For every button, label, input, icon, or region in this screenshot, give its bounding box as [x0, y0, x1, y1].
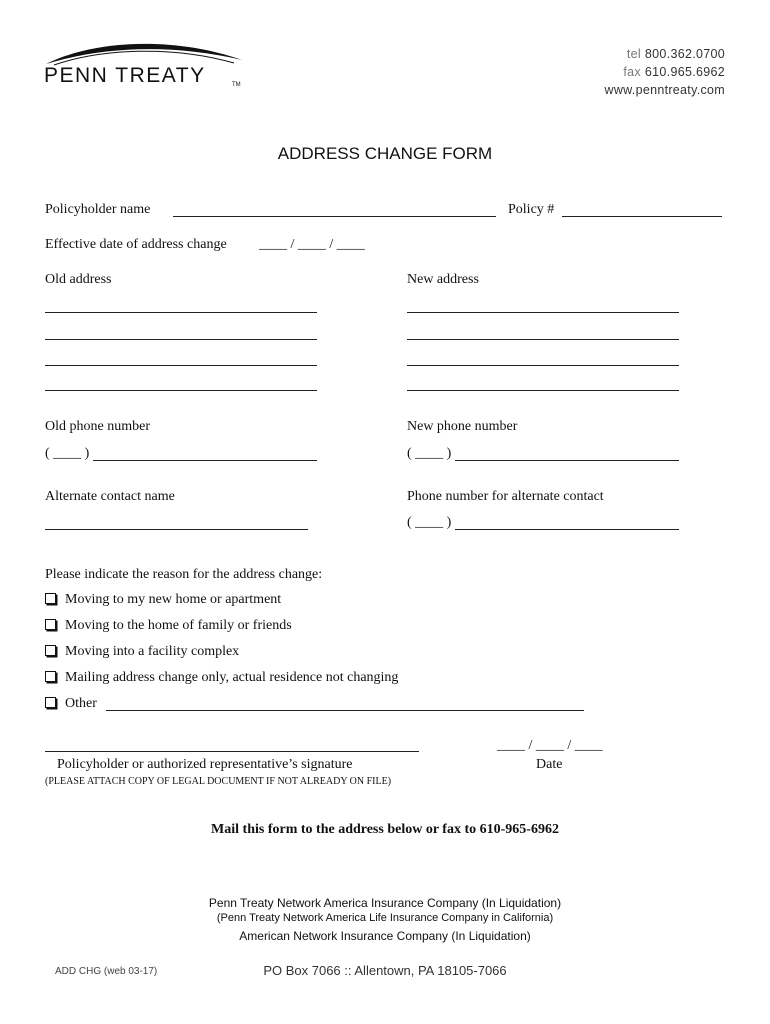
effective-date-field[interactable]: ____ / ____ / ____ — [259, 237, 365, 252]
reason-option-mailing-only[interactable]: Mailing address change only, actual residence not changing — [45, 670, 398, 686]
alternate-phone-area-code[interactable]: ( ____ ) — [407, 515, 452, 530]
new-address-line-1[interactable] — [407, 312, 679, 313]
old-address-line-1[interactable] — [45, 312, 317, 313]
new-phone-field[interactable] — [455, 460, 679, 461]
alternate-phone-field[interactable] — [455, 529, 679, 530]
footer-company-2: (Penn Treaty Network America Life Insurance Company in California) — [216, 912, 554, 924]
new-address-line-2[interactable] — [407, 339, 679, 340]
footer-company-3: American Network Insurance Company (In Liquidation) — [239, 929, 531, 943]
form-title: ADDRESS CHANGE FORM — [277, 144, 493, 163]
signature-label: Policyholder or authorized representative’s signature — [57, 757, 353, 772]
reason-option-facility[interactable]: Moving into a facility complex — [45, 644, 239, 660]
checkbox-icon[interactable] — [45, 671, 56, 682]
alternate-contact-field[interactable] — [45, 529, 308, 530]
contact-tel: tel 800.362.0700 — [626, 47, 725, 61]
other-reason-field[interactable] — [106, 710, 584, 711]
policy-number-label: Policy # — [508, 202, 555, 217]
new-address-line-3[interactable] — [407, 365, 679, 366]
contact-website[interactable]: www.penntreaty.com — [604, 83, 725, 97]
old-phone-area-code[interactable]: ( ____ ) — [45, 446, 90, 461]
checkbox-icon[interactable] — [45, 619, 56, 630]
signature-date-field[interactable]: ____ / ____ / ____ — [497, 738, 603, 753]
signature-note: (PLEASE ATTACH COPY OF LEGAL DOCUMENT IF NOT ALREADY ON FILE) — [45, 776, 392, 787]
new-address-line-4[interactable] — [407, 390, 679, 391]
old-phone-label: Old phone number — [45, 419, 150, 434]
policyholder-name-field[interactable] — [173, 216, 496, 217]
new-address-label: New address — [407, 272, 479, 287]
contact-fax: fax 610.965.6962 — [623, 65, 725, 79]
reason-option-other[interactable]: Other — [45, 696, 97, 712]
mail-instruction: Mail this form to the address below or fax to 610-965-6962 — [211, 822, 559, 837]
checkbox-icon[interactable] — [45, 645, 56, 656]
old-address-label: Old address — [45, 272, 112, 287]
reason-option-new-home[interactable]: Moving to my new home or apartment — [45, 592, 281, 608]
old-address-line-4[interactable] — [45, 390, 317, 391]
effective-date-label: Effective date of address change — [45, 237, 227, 252]
alternate-contact-label: Alternate contact name — [45, 489, 175, 504]
checkbox-icon[interactable] — [45, 697, 56, 708]
company-logo — [44, 38, 244, 94]
checkbox-icon[interactable] — [45, 593, 56, 604]
logo-text: PENN TREATY — [44, 64, 206, 87]
old-address-line-2[interactable] — [45, 339, 317, 340]
form-code: ADD CHG (web 03-17) — [55, 966, 158, 977]
alternate-phone-label: Phone number for alternate contact — [407, 489, 604, 504]
old-phone-field[interactable] — [93, 460, 317, 461]
old-address-line-3[interactable] — [45, 365, 317, 366]
trademark-mark: TM — [232, 82, 241, 88]
signature-field[interactable] — [45, 751, 419, 752]
footer-company-1: Penn Treaty Network America Insurance Company (In Liquidation) — [208, 896, 562, 910]
reason-option-family-friends[interactable]: Moving to the home of family or friends — [45, 618, 292, 634]
new-phone-label: New phone number — [407, 419, 518, 434]
reason-prompt: Please indicate the reason for the address change: — [45, 567, 323, 582]
signature-date-label: Date — [536, 757, 563, 772]
new-phone-area-code[interactable]: ( ____ ) — [407, 446, 452, 461]
policyholder-name-label: Policyholder name — [45, 202, 151, 217]
footer-address: PO Box 7066 :: Allentown, PA 18105-7066 — [263, 963, 507, 978]
policy-number-field[interactable] — [562, 216, 722, 217]
